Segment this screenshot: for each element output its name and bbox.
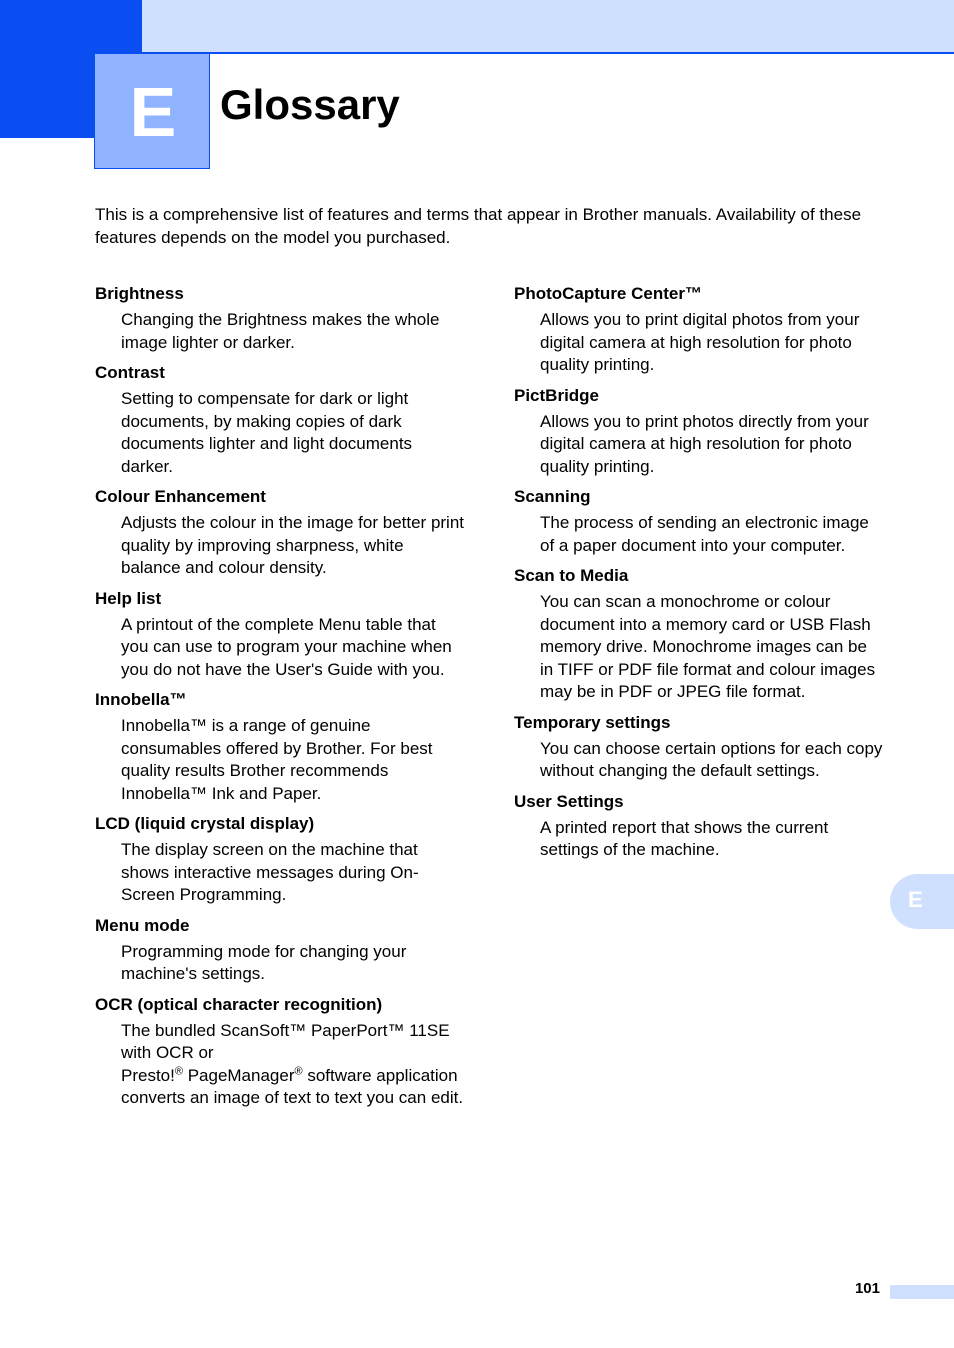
glossary-term: Colour Enhancement <box>95 487 266 506</box>
glossary-right-column <box>514 283 884 870</box>
glossary-definition: Changing the Brightness makes the whole image lighter or darker. <box>121 310 440 352</box>
glossary-entry <box>514 565 884 704</box>
glossary-term: Help list <box>95 588 162 608</box>
glossary-term: OCR (optical character recognition) <box>95 994 383 1014</box>
page-title: Glossary <box>220 81 400 128</box>
side-tab-letter: E <box>908 887 923 912</box>
glossary-entry <box>95 915 465 986</box>
glossary-definition: Innobella™ is a range of genuine consumables offered by Brother. For best quality results Brother recommends Innobella™ Ink and Paper. <box>121 716 433 803</box>
glossary-entry <box>95 362 465 478</box>
glossary-term: Innobella™ <box>95 690 187 709</box>
chapter-badge <box>94 53 210 169</box>
glossary-definition: The process of sending an electronic image of a paper document into your computer. <box>540 513 869 555</box>
chapter-side-tab <box>890 874 954 929</box>
page-footer-bar <box>890 1285 954 1299</box>
ocr-text-presto: Presto! <box>121 1065 175 1085</box>
glossary-term: Scan to Media <box>514 566 629 585</box>
glossary-definition: A printed report that shows the current settings of the machine. <box>540 817 829 859</box>
glossary-entry <box>95 283 465 354</box>
glossary-term: PhotoCapture Center™ <box>514 284 702 303</box>
glossary-term: PictBridge <box>514 385 600 405</box>
glossary-term: Temporary settings <box>514 712 671 732</box>
registered-mark: ® <box>294 1064 303 1077</box>
glossary-left-column <box>95 283 465 1118</box>
glossary-term: Scanning <box>514 487 591 506</box>
glossary-definition <box>121 1020 465 1110</box>
glossary-definition: Setting to compensate for dark or light documents, by making copies of dark documents lighter and light documents darker. <box>121 389 413 476</box>
glossary-entry <box>95 588 465 682</box>
glossary-entry <box>95 813 465 907</box>
glossary-definition: Adjusts the colour in the image for better print quality by improving sharpness, white balance and colour density. <box>121 513 465 577</box>
glossary-term: Brightness <box>95 284 184 303</box>
glossary-definition: You can choose certain options for each copy without changing the default settings. <box>540 738 883 780</box>
glossary-entry <box>514 486 884 557</box>
intro-paragraph: This is a comprehensive list of features and terms that appear in Brother manuals. Availability of these features depends on the model you purchased. <box>95 205 862 247</box>
glossary-definition: Allows you to print digital photos from your digital camera at high resolution for photo quality printing. <box>540 310 860 374</box>
glossary-entry <box>514 791 884 862</box>
ocr-text-line1: The bundled ScanSoft™ PaperPort™ 11SE with OCR or <box>121 1020 450 1062</box>
chapter-letter: E <box>129 73 177 151</box>
glossary-entry <box>95 486 465 580</box>
glossary-entry <box>514 283 884 377</box>
ocr-text-rest: software application converts an image of text to text you can edit. <box>121 1065 464 1107</box>
glossary-term: User Settings <box>514 791 624 811</box>
glossary-definition: Allows you to print photos directly from your digital camera at high resolution for photo quality printing. <box>540 411 869 476</box>
glossary-definition: The display screen on the machine that shows interactive messages during On-Screen Programming. <box>121 840 419 904</box>
registered-mark: ® <box>174 1064 183 1077</box>
ocr-text-pagemanager: PageManager <box>182 1065 295 1085</box>
glossary-definition: You can scan a monochrome or colour document into a memory card or USB Flash memory drive. Monochrome images can be in TIFF or PDF file format and colour images may be in PDF or JPEG file format. <box>540 592 876 701</box>
glossary-entry-ocr <box>95 994 465 1110</box>
glossary-term: Menu mode <box>95 915 190 935</box>
glossary-entry <box>514 712 884 783</box>
glossary-entry <box>95 689 465 805</box>
glossary-definition: A printout of the complete Menu table that you can use to program your machine when you do not have the User's Guide with you. <box>121 614 452 679</box>
glossary-term: LCD (liquid crystal display) <box>95 814 315 833</box>
glossary-entry <box>514 385 884 479</box>
glossary-definition: Programming mode for changing your machine's settings. <box>121 941 407 983</box>
glossary-term: Contrast <box>95 363 165 382</box>
page-number: 101 <box>854 1280 880 1297</box>
top-header-band <box>142 0 954 54</box>
